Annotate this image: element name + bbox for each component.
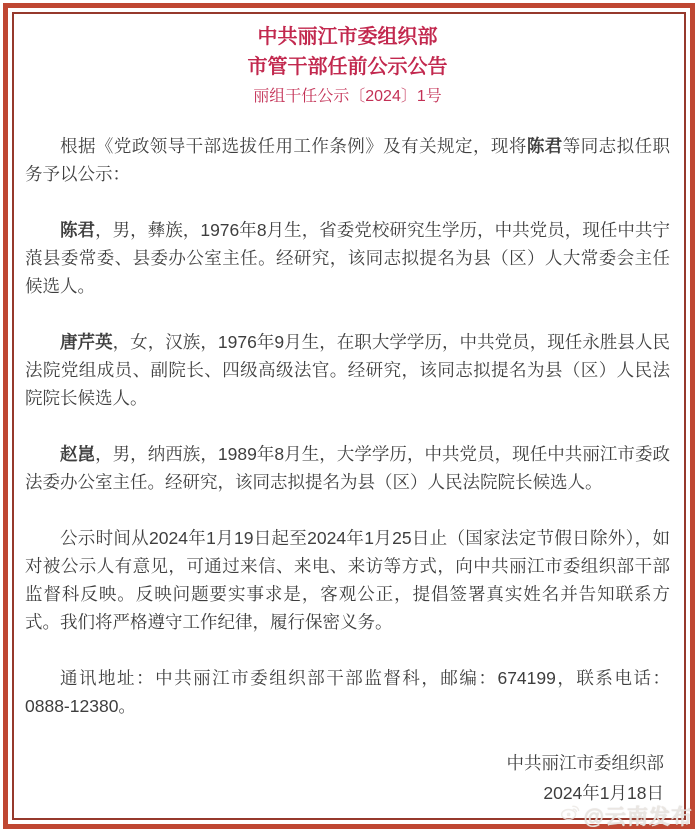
signature-date: 2024年1月18日 xyxy=(543,783,664,803)
paragraph-profile-zhaokun: 赵崑，男，纳西族，1989年8月生，大学学历，中共党员，现任中共丽江市委政法委办公室主任。经研究，该同志拟提名为县（区）人民法院院长候选人。 xyxy=(25,444,671,492)
paragraph-intro: 根据《党政领导干部选拔任用工作条例》及有关规定，现将陈君等同志拟任职务予以公示： xyxy=(25,136,671,184)
paragraph-contact: 通讯地址：中共丽江市委组织部干部监督科，邮编：674199，联系电话：0888-12380。 xyxy=(25,668,670,716)
doc-number: 丽组干任公示〔2024〕1号 xyxy=(253,88,442,105)
document-body xyxy=(25,132,670,720)
paragraph-profile-chenjun: 陈君，男，彝族，1976年8月生，省委党校研究生学历，中共党员，现任中共宁蒗县委常委、县委办公室主任。经研究，该同志拟提名为县（区）人大常委会主任候选人。 xyxy=(25,220,671,296)
paragraph-publicity-period: 公示时间从2024年1月19日起至2024年1月25日止（国家法定节假日除外），如对被公示人有意见，可通过来信、来电、来访等方式，向中共丽江市委组织部干部监督科反映。反映问题要实事求是，客观公正，提倡签署真实姓名并告知联系方式。我们将严格遵守工作纪律，履行保密义务。 xyxy=(25,528,670,632)
announcement-title: 市管干部任前公示公告 xyxy=(247,56,448,78)
issuing-org-title: 中共丽江市委组织部 xyxy=(257,26,438,48)
document-header xyxy=(25,22,670,110)
paragraph-profile-tangqinying: 唐芹英，女，汉族，1976年9月生，在职大学学历，中共党员，现任永胜县人民法院党组成员、副院长、四级高级法官。经研究，该同志拟提名为县（区）人民法院院长候选人。 xyxy=(25,332,670,408)
signature-org: 中共丽江市委组织部 xyxy=(506,753,664,773)
document-content xyxy=(14,14,684,818)
watermark-handle: @云南发布 xyxy=(583,806,693,829)
document-footer xyxy=(25,748,670,808)
